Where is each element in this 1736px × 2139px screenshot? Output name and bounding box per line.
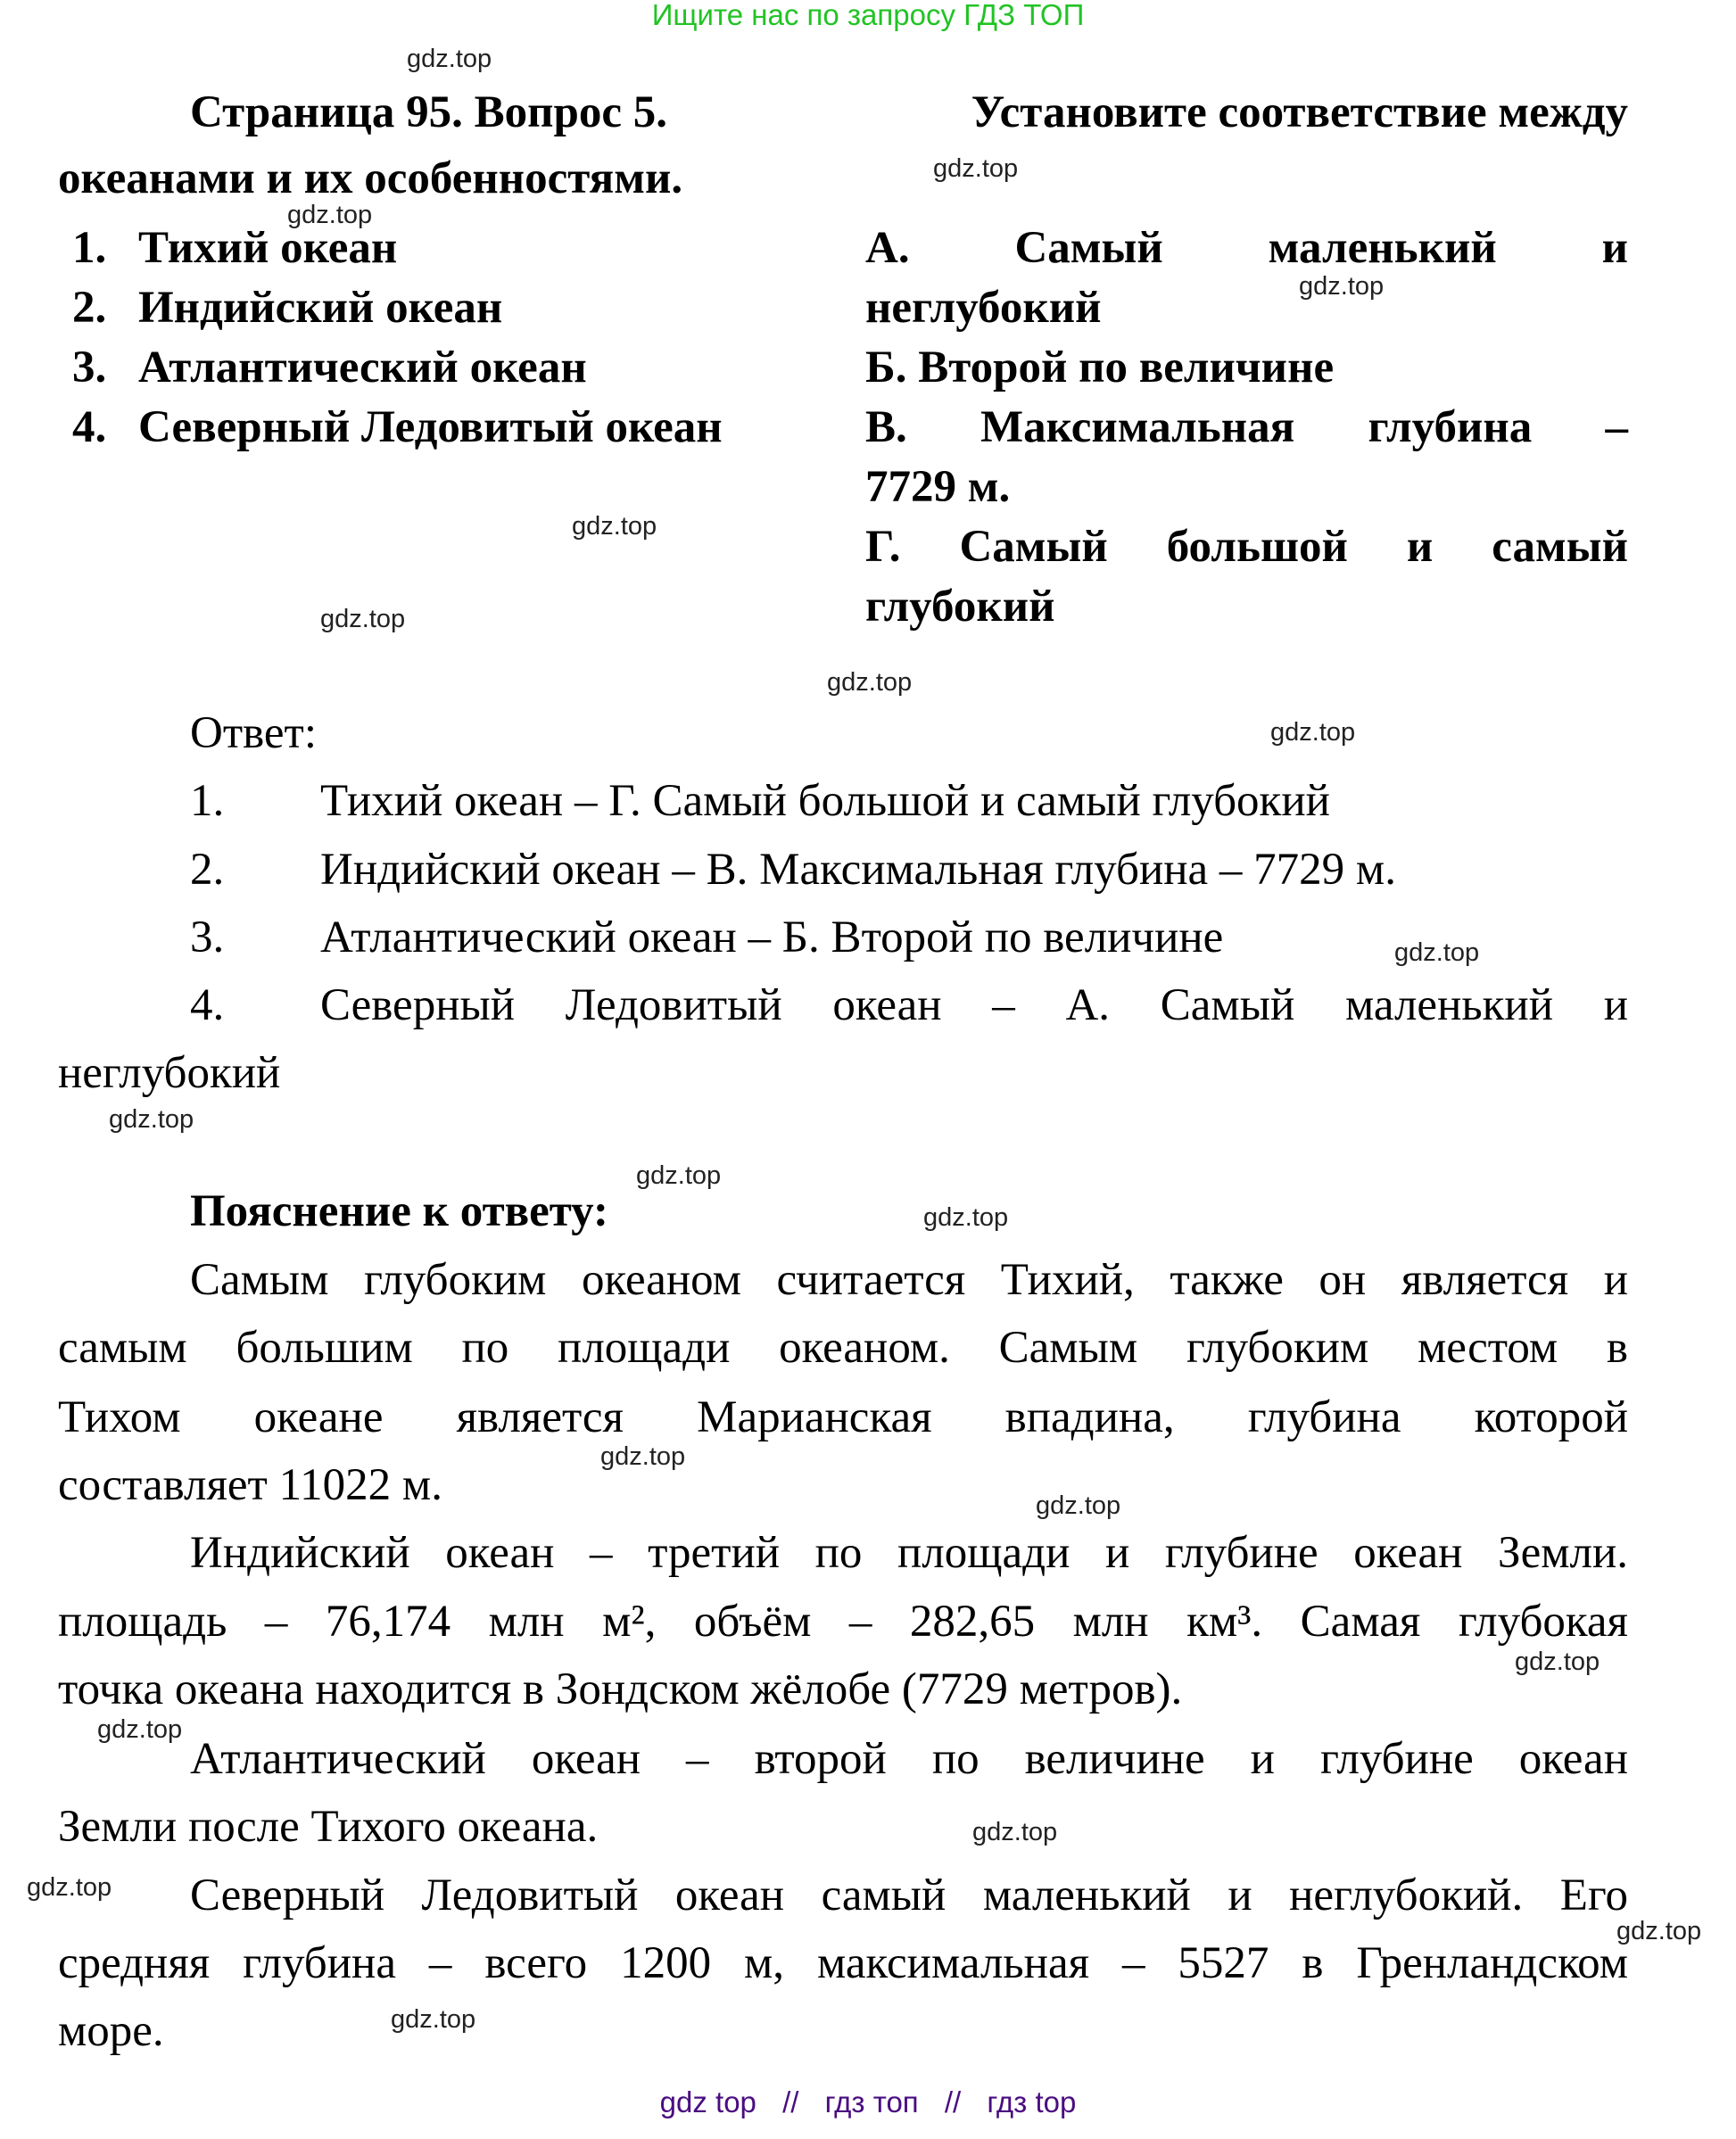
- explanation-heading: Пояснение к ответу:: [190, 1186, 608, 1236]
- feature-item: Г. Самый большой и самый: [865, 522, 1628, 572]
- watermark: gdz.top: [27, 1873, 112, 1902]
- ocean-item-number: 4.: [72, 402, 107, 452]
- watermark: gdz.top: [1270, 718, 1356, 747]
- feature-item: В. Максимальная глубина –: [865, 402, 1628, 452]
- paragraph-line: составляет 11022 м.: [58, 1460, 442, 1510]
- footer-link-gdz-top[interactable]: gdz top: [659, 2085, 756, 2118]
- watermark: gdz.top: [972, 1818, 1058, 1846]
- question-prompt-cont: океанами и их особенностями.: [58, 153, 683, 203]
- paragraph-line: море.: [58, 2006, 164, 2056]
- watermark: gdz.top: [1036, 1491, 1121, 1520]
- answer-number: 1.: [190, 776, 225, 826]
- question-title: Страница 95. Вопрос 5.: [190, 87, 668, 137]
- search-hint-banner: Ищите нас по запросу ГДЗ ТОП: [651, 0, 1085, 31]
- question-prompt: Установите соответствие между: [971, 87, 1628, 137]
- answer-number: 2.: [190, 845, 225, 895]
- answer-item: Атлантический океан – Б. Второй по величине: [320, 913, 1224, 962]
- footer-separator: //: [944, 2085, 962, 2118]
- watermark: gdz.top: [572, 512, 657, 541]
- ocean-item: Атлантический океан: [138, 343, 587, 392]
- footer-separator: //: [782, 2085, 799, 2118]
- footer-links: [0, 2085, 1736, 2119]
- watermark: gdz.top: [1515, 1648, 1600, 1676]
- watermark: gdz.top: [1394, 938, 1480, 967]
- ocean-item: Северный Ледовитый океан: [138, 402, 723, 452]
- paragraph-line: площадь – 76,174 млн м², объём – 282,65 млн км³. Самая глубокая: [58, 1597, 1628, 1647]
- watermark: gdz.top: [287, 201, 373, 229]
- footer-link-gdz-top-ru[interactable]: гдз топ: [824, 2085, 919, 2118]
- paragraph-line: средняя глубина – всего 1200 м, максимальная – 5527 в Гренландском: [58, 1938, 1628, 1988]
- paragraph-line: Самым глубоким океаном считается Тихий, также он является и: [190, 1255, 1628, 1305]
- answer-number: 4.: [190, 980, 225, 1030]
- watermark: gdz.top: [827, 668, 913, 697]
- ocean-item: Индийский океан: [138, 283, 503, 333]
- watermark: gdz.top: [391, 2005, 476, 2034]
- ocean-item-number: 1.: [72, 223, 107, 273]
- ocean-item: Тихий океан: [138, 223, 398, 273]
- feature-item: Б. Второй по величине: [865, 343, 1335, 392]
- watermark: gdz.top: [407, 45, 492, 73]
- paragraph-line: самым большим по площади океаном. Самым глубоким местом в: [58, 1323, 1628, 1373]
- paragraph-line: Индийский океан – третий по площади и глубине океан Земли.: [190, 1528, 1628, 1578]
- footer-link-gdz-top-mixed[interactable]: гдз top: [987, 2085, 1077, 2118]
- ocean-item-number: 3.: [72, 343, 107, 392]
- answer-item: Тихий океан – Г. Самый большой и самый глубокий: [320, 776, 1330, 826]
- answer-label: Ответ:: [190, 708, 317, 758]
- answer-number: 3.: [190, 913, 225, 962]
- watermark: gdz.top: [923, 1203, 1009, 1232]
- answer-item: Северный Ледовитый океан – А. Самый маленький и: [320, 980, 1628, 1030]
- answer-item: Индийский океан – В. Максимальная глубина – 7729 м.: [320, 845, 1396, 895]
- feature-item-cont: неглубокий: [865, 283, 1102, 333]
- watermark: gdz.top: [1616, 1917, 1702, 1945]
- feature-item: А. Самый маленький и: [865, 223, 1628, 273]
- paragraph-line: точка океана находится в Зондском жёлобе (7729 метров).: [58, 1664, 1183, 1714]
- feature-item-cont: 7729 м.: [865, 462, 1011, 512]
- feature-item-cont: глубокий: [865, 582, 1055, 632]
- watermark: gdz.top: [636, 1161, 722, 1190]
- answer-item-cont: неглубокий: [58, 1048, 281, 1098]
- watermark: gdz.top: [320, 605, 406, 633]
- watermark: gdz.top: [600, 1442, 686, 1471]
- watermark: gdz.top: [109, 1105, 194, 1134]
- paragraph-line: Северный Ледовитый океан самый маленький и неглубокий. Его: [190, 1871, 1628, 1920]
- watermark: gdz.top: [97, 1715, 183, 1744]
- ocean-item-number: 2.: [72, 283, 107, 333]
- watermark: gdz.top: [933, 154, 1019, 183]
- watermark: gdz.top: [1299, 272, 1385, 301]
- paragraph-line: Атлантический океан – второй по величине и глубине океан: [190, 1734, 1628, 1784]
- paragraph-line: Тихом океане является Марианская впадина, глубина которой: [58, 1392, 1628, 1442]
- paragraph-line: Земли после Тихого океана.: [58, 1802, 599, 1852]
